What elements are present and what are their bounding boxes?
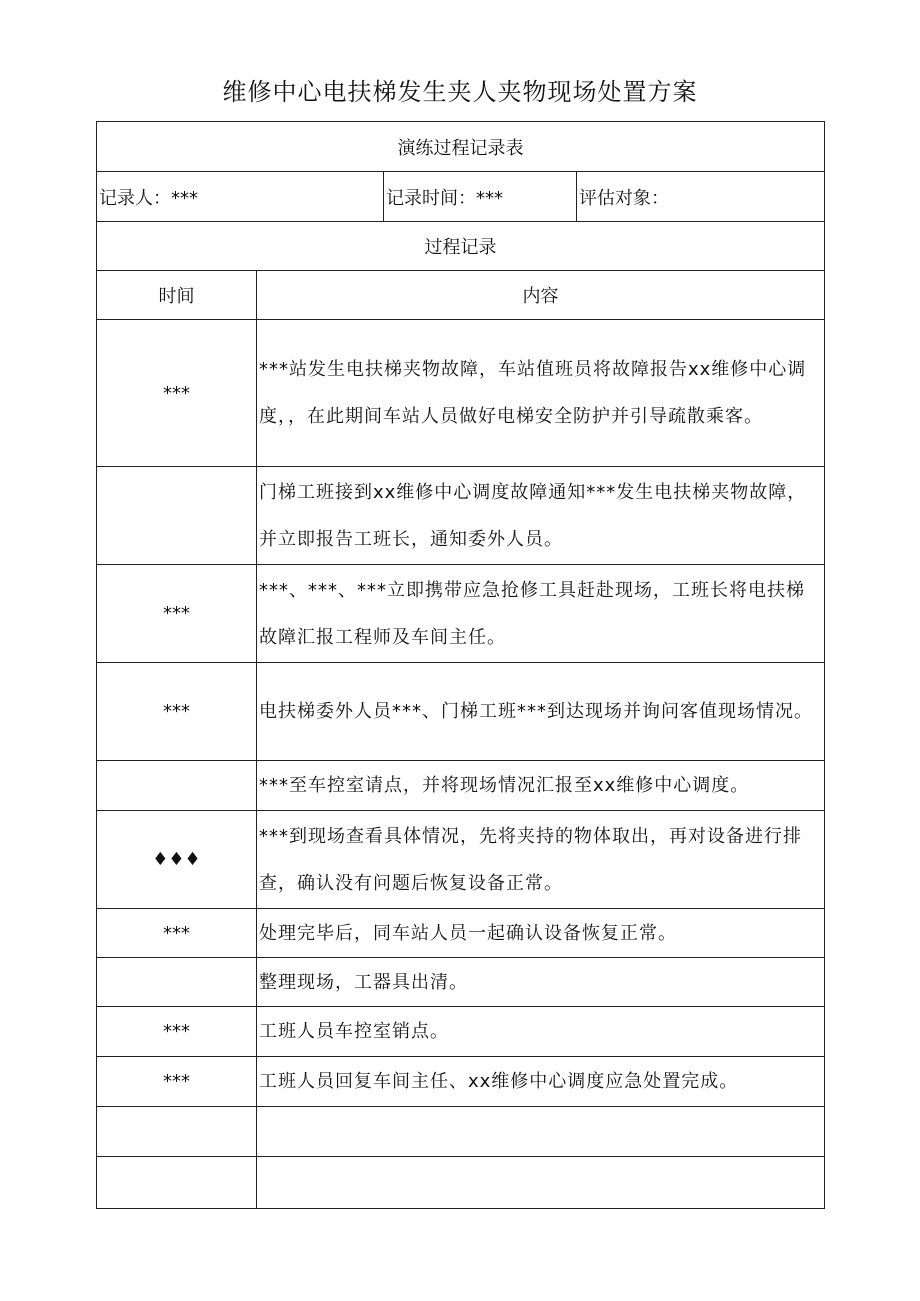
column-header-time: 时间 [97,271,257,320]
row-content [257,1157,825,1209]
row-time [97,467,257,565]
row-content: ***、***、***立即携带应急抢修工具赶赴现场，工班长将电扶梯故障汇报工程师及车间主任。 [257,565,825,663]
row-time: *** [97,663,257,761]
row-time: *** [97,909,257,958]
row-time [97,1107,257,1157]
table-row [97,811,825,909]
row-content: ***站发生电扶梯夹物故障，车站值班员将故障报告xx维修中心调度，，在此期间车站人员做好电梯安全防护并引导疏散乘客。 [257,320,825,467]
row-time [97,958,257,1007]
page-title: 维修中心电扶梯发生夹人夹物现场处置方案 [222,78,698,106]
table-row [97,663,825,761]
table-row [97,467,825,565]
row-time [97,1157,257,1209]
row-time: *** [97,320,257,467]
table-row [97,1057,825,1107]
table-row [97,909,825,958]
evaluation-target-field: 评估对象： [577,172,825,222]
row-time: *** [97,1057,257,1107]
table-row [97,958,825,1007]
table-row [97,1107,825,1157]
row-content: 处理完毕后，同车站人员一起确认设备恢复正常。 [257,909,825,958]
section-title: 过程记录 [97,222,825,271]
row-content [257,1107,825,1157]
row-content: 工班人员回复车间主任、xx维修中心调度应急处置完成。 [257,1057,825,1107]
table-caption: 演练过程记录表 [97,122,825,172]
table-row [97,1157,825,1209]
column-header-content: 内容 [257,271,825,320]
row-time: *** [97,1007,257,1057]
table-row [97,1007,825,1057]
row-content: ***到现场查看具体情况，先将夹持的物体取出，再对设备进行排查，确认没有问题后恢复设备正常。 [257,811,825,909]
recorder-field: 记录人：*** [97,172,384,222]
row-content: 门梯工班接到xx维修中心调度故障通知***发生电扶梯夹物故障，并立即报告工班长，通知委外人员。 [257,467,825,565]
table-row [97,761,825,811]
table-row [97,565,825,663]
row-content: 电扶梯委外人员***、门梯工班***到达现场并询问客值现场情况。 [257,663,825,761]
row-content: 工班人员车控室销点。 [257,1007,825,1057]
drill-record-table [96,121,825,1209]
record-time-field: 记录时间：*** [384,172,577,222]
row-time: *** [97,565,257,663]
row-time: ♦♦♦ [97,811,257,909]
row-time [97,761,257,811]
row-content: 整理现场，工器具出清。 [257,958,825,1007]
table-row [97,320,825,467]
row-content: ***至车控室请点，并将现场情况汇报至xx维修中心调度。 [257,761,825,811]
